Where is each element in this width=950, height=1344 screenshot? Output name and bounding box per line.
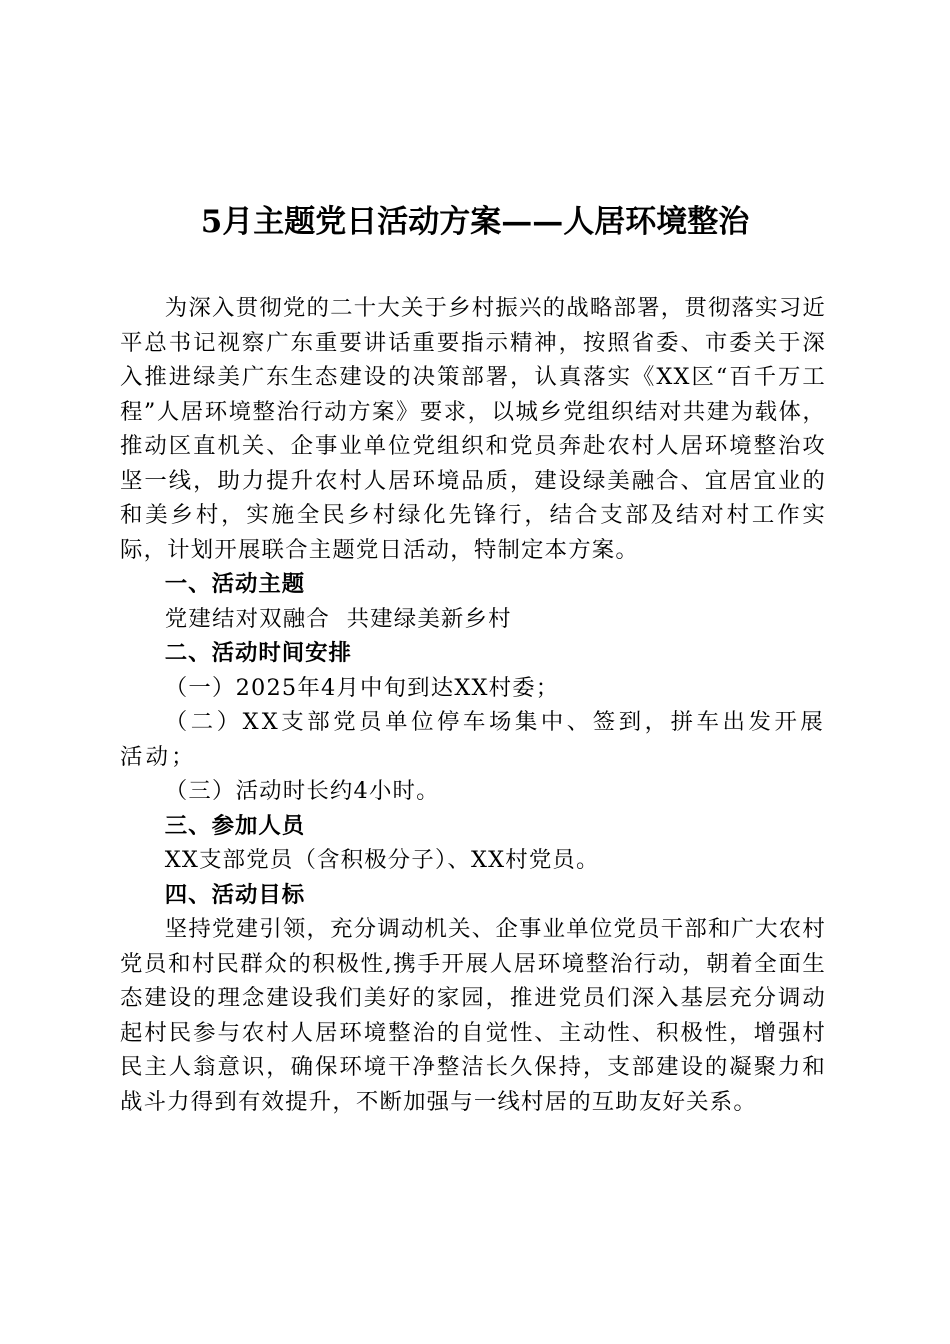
theme-content: 党建结对双融合 共建绿美新乡村 bbox=[164, 605, 512, 632]
schedule-item: （二）XX支部党员单位停车场集中、签到，拼车出发开展活动； bbox=[120, 709, 826, 770]
schedule-item: （一）2025年4月中旬到达XX村委； bbox=[164, 674, 560, 701]
section-heading-theme: 一、活动主题 bbox=[164, 571, 306, 597]
section-heading-schedule: 二、活动时间安排 bbox=[164, 640, 352, 666]
document-title: 5月主题党日活动方案——人居环境整治 bbox=[200, 204, 750, 240]
schedule-item: （三）活动时长约4小时。 bbox=[164, 778, 440, 804]
goals-paragraph: 坚持党建引领，充分调动机关、企事业单位党员干部和广大农村党员和村民群众的积极性,携手开展人居环境整治行动，朝着全面生态建设的理念建设我们美好的家园，推进党员们深入基层充分调动起村民参与农村人居环境整治的自觉性、主动性、积极性，增强村民主人翁意识，确保环境干净整洁长久保持，支部建设的凝聚力和战斗力得到有效提升，不断加强与一线村居的互助友好关系。 bbox=[120, 916, 826, 1115]
intro-paragraph: 为深入贯彻党的二十大关于乡村振兴的战略部署，贯彻落实习近平总书记视察广东重要讲话重要指示精神，按照省委、市委关于深入推进绿美广东生态建设的决策部署，认真落实《XX区“百千万工程”人居环境整治行动方案》要求，以城乡党组织结对共建为载体，推动区直机关、企事业单位党组织和党员奔赴农村人居环境整治攻坚一线，助力提升农村人居环境品质，建设绿美融合、宜居宜业的和美乡村，实施全民乡村绿化先锋行，结合支部及结对村工作实际，计划开展联合主题党日活动，特制定本方案。 bbox=[120, 295, 826, 563]
section-heading-goals: 四、活动目标 bbox=[164, 881, 306, 908]
participants-content: XX支部党员（含积极分子）、XX村党员。 bbox=[164, 847, 600, 873]
section-heading-participants: 三、参加人员 bbox=[164, 812, 306, 839]
document-body bbox=[120, 291, 826, 1119]
